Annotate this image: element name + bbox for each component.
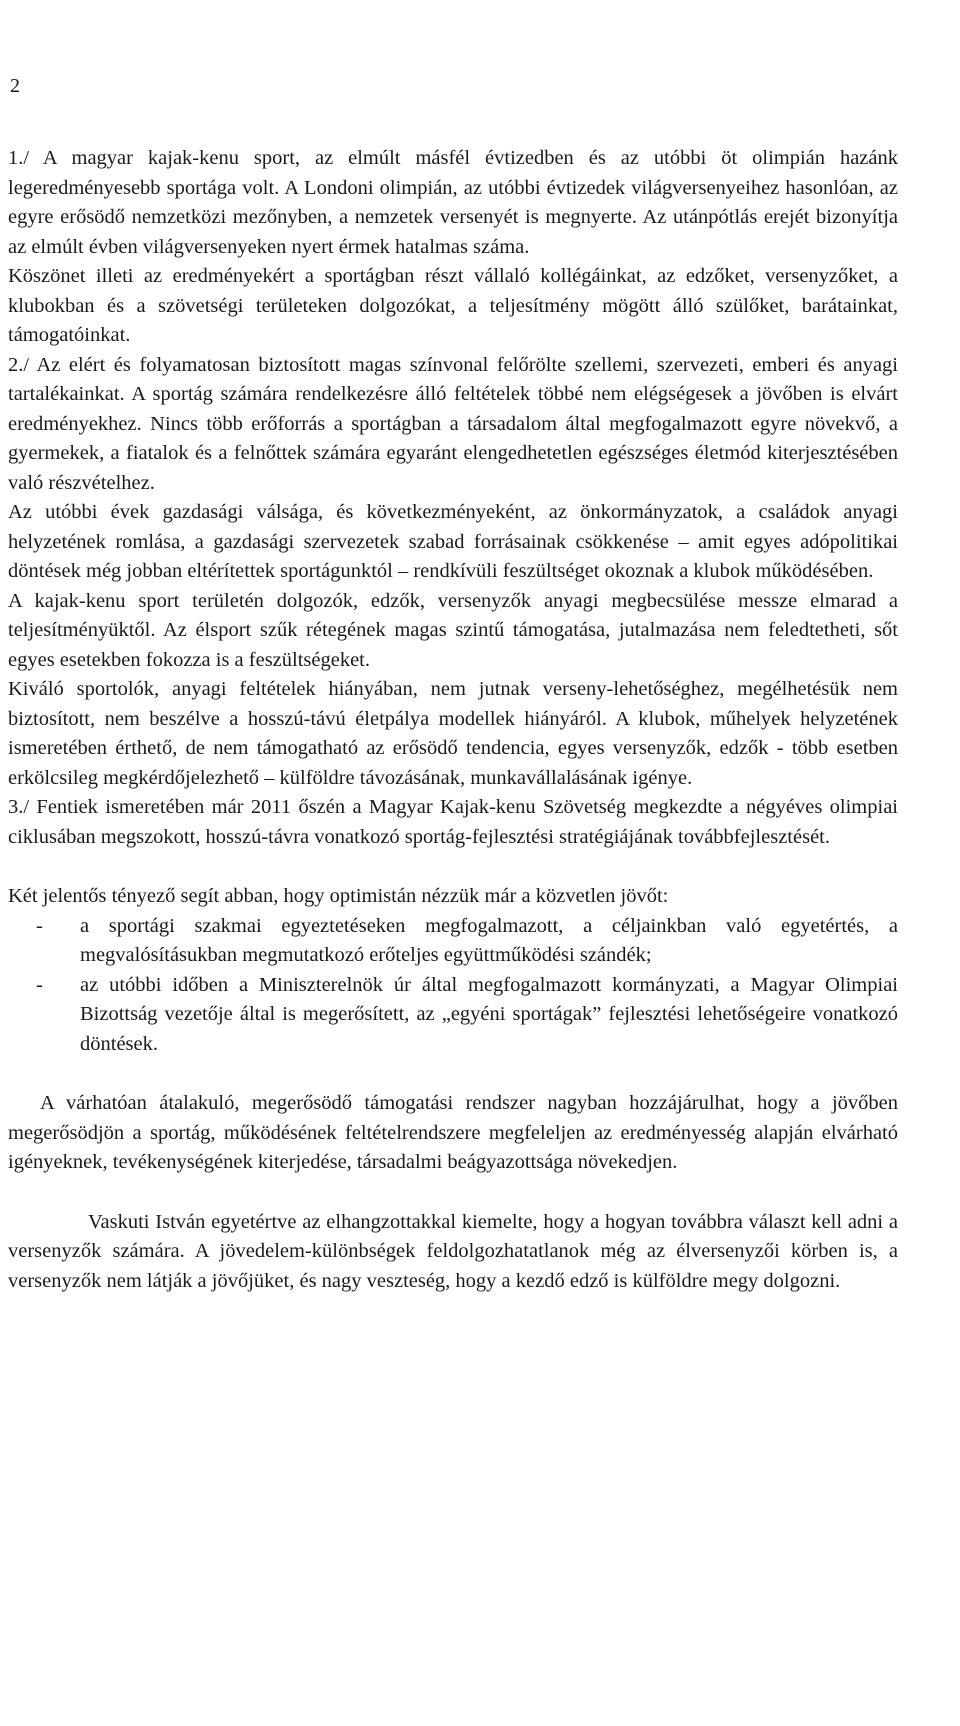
- section-2-paragraph: 2./ Az elért és folyamatosan biztosított magas színvonal felőrölte szellemi, szervezeti, emberi és anyagi tartalékainkat. A sportág számára rendelkezésre álló feltételek többé nem elégségesek a jövőben is elvárt eredményekhez. Nincs több erőforrás a sportágban a társadalom által megfogalmazott egyre növekvő, a gyermekek, a fiatalok és a felnőttek számára egyaránt elengedhetetlen egészséges életmód kiterjesztésében való részvételhez.: [8, 353, 898, 494]
- vaskuti-paragraph: Vaskuti István egyetértve az elhangzottakkal kiemelte, hogy a hogyan továbbra választ kell adni a versenyzők számára. A jövedelem-különbségek feldolgozhatatlanok még az élversenyzői körben is, a versenyzők nem látják a jövőjüket, és nagy veszteség, hogy a kezdő edző is külföldre megy dolgozni.: [8, 1210, 898, 1292]
- list-dash: -: [36, 973, 43, 996]
- list-item-text: a sportági szakmai egyeztetéseken megfogalmazott, a céljainkban való egyetértés, a megvalósításukban megmutatkozó erőteljes együttműködési szándék;: [80, 914, 898, 966]
- page-number: 2: [10, 75, 20, 97]
- factors-intro: Két jelentős tényező segít abban, hogy optimistán nézzük már a közvetlen jövőt:: [8, 885, 669, 907]
- conclusion-paragraph: A várhatóan átalakuló, megerősödő támogatási rendszer nagyban hozzájárulhat, hogy a jövőben megerősödjön a sportág, működésének feltételrendszere megfeleljen az eredményesség alapján elvárható igényeknek, tevékenységének kiterjedése, társadalmi beágyazottsága növekedjen.: [8, 1092, 898, 1173]
- section-1-paragraph: 1./ A magyar kajak-kenu sport, az elmúlt másfél évtizedben és az utóbbi öt olimpián hazánk legeredményesebb sportága volt. A Londoni olimpián, az utóbbi évtizedek világversenyeihez hasonlóan, az egyre erősödő nemzetközi mezőnyben, a nemzetek versenyét is megnyerte. Az utánpótlás erejét bizonyítja az elmúlt évben világversenyeken nyert érmek hatalmas száma.: [8, 147, 898, 258]
- appreciation-paragraph: A kajak-kenu sport területén dolgozók, edzők, versenyzők anyagi megbecsülése messze elmarad a teljesítményüktől. Az élsport szűk rétegének magas szintű támogatása, jutalmazása nem feledtetheti, sőt egyes esetekben fokozza is a feszültségeket.: [8, 589, 898, 671]
- section-3-paragraph: 3./ Fentiek ismeretében már 2011 őszén a Magyar Kajak-kenu Szövetség megkezdte a négyéves olimpiai ciklusában megszokott, hosszú-távra vonatkozó sportág-fejlesztési stratégiájának továbbfejlesztését.: [8, 796, 898, 848]
- list-item: [8, 912, 898, 971]
- list-dash: -: [36, 914, 43, 937]
- list-item-text: az utóbbi időben a Miniszterelnök úr által megfogalmazott kormányzati, a Magyar Olimpiai Bizottság vezetője által is megerősített, az „egyéni sportágak” fejlesztési lehetőségeire vonatkozó döntések.: [80, 973, 898, 1055]
- list-item: [8, 971, 898, 1060]
- acknowledgement-paragraph: Köszönet illeti az eredményekért a sportágban részt vállaló kollégáinkat, az edzőket, versenyzőket, a klubokban és a szövetségi területeken dolgozókat, a teljesítmény mögött álló szülőket, barátainkat, támogatóinkat.: [8, 265, 898, 346]
- athletes-paragraph: Kiváló sportolók, anyagi feltételek hiányában, nem jutnak verseny-lehetőséghez, megélhetésük nem biztosított, nem beszélve a hosszú-távú életpálya modellek hiányáról. A klubok, műhelyek helyzetének ismeretében érthető, de nem támogatható az erősödő tendencia, egyes versenyzők, edzők - több esetben erkölcsileg megkérdőjelezhető – külföldre távozásának, munkavállalásának igénye.: [8, 678, 898, 789]
- economic-crisis-paragraph: Az utóbbi évek gazdasági válsága, és következményeként, az önkormányzatok, a családok anyagi helyzetének romlása, a gazdasági szervezetek szabad forrásainak csökkenése – amit egyes adópolitikai döntések még jobban eltérítettek sportágunktól – rendkívüli feszültséget okoznak a klubok működésében.: [8, 501, 898, 582]
- document-body: [8, 144, 898, 1296]
- factors-list: [8, 912, 898, 1060]
